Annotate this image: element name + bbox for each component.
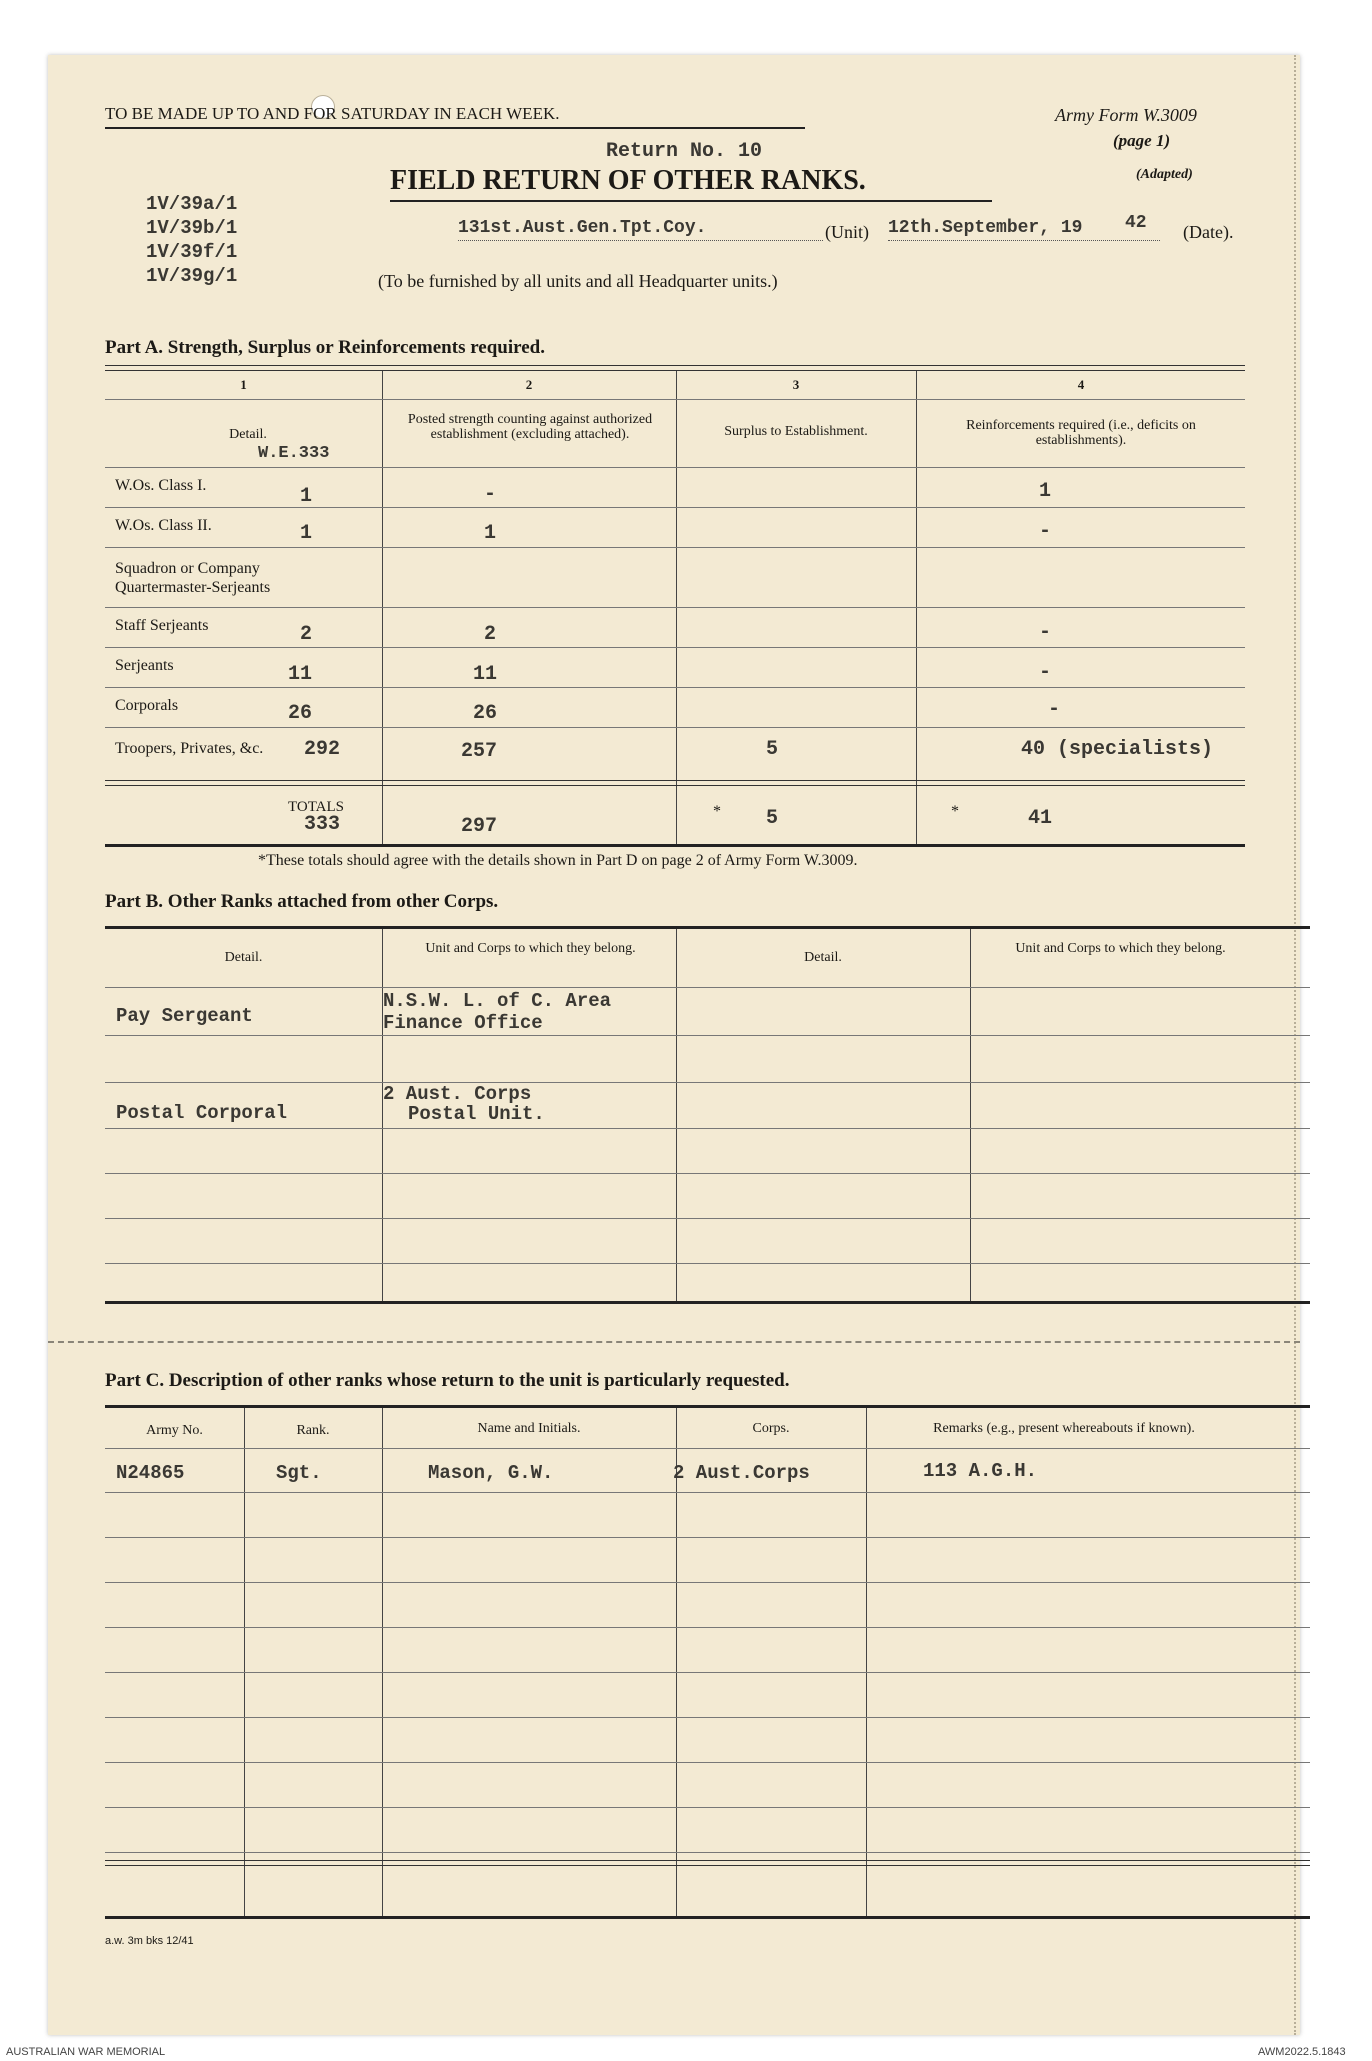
part-b-row-2-unit-line2: Postal Unit. [408,1103,545,1125]
part-c-name-header: Name and Initials. [477,1421,581,1436]
file-ref-3: 1V/39f/1 [146,241,238,263]
part-a-colnum-rule [105,399,1245,400]
part-a-row-2-rule [105,547,1245,548]
page-title: FIELD RETURN OF OTHER RANKS. [390,165,866,196]
part-b-detail2-header: Detail. [804,950,842,965]
tear-line [48,1341,1300,1343]
part-a-row-7-surplus: 5 [766,738,779,761]
part-c-title: Part C. Description of other ranks whose return to the unit is particularly requested. [105,1370,790,1391]
part-a-totals-rule [105,780,1245,786]
part-a-totals-surplus: 5 [766,807,779,830]
part-a-row-4-detail: Staff Serjeants [115,617,209,634]
part-a-reinforcements-header: Reinforcements required (i.e., deficits on establishments). [966,418,1196,448]
part-a-row-2-posted: 1 [484,522,497,545]
part-c-row-1-rank: Sgt. [276,1462,322,1484]
part-a-totals-label: TOTALS [288,799,345,815]
part-a-top-rule [105,365,1245,371]
part-c-line-2 [105,1537,1310,1538]
weekly-note-underline [105,127,805,129]
part-b-line-1 [105,1035,1310,1036]
part-a-row-3-detail: Squadron or Company Quartermaster-Serjeants [115,560,271,596]
part-b-bottom-rule [105,1301,1310,1304]
part-b-row-1-unit-line1: N.S.W. L. of C. Area [383,990,612,1012]
part-a-footnote: *These totals should agree with the details shown in Part D on page 2 of Army Form W.3009. [258,852,858,869]
part-c-col-divider-1 [244,1408,245,1918]
unit-dotted-line [458,240,823,241]
part-a-surplus-header: Surplus to Establishment. [724,424,868,439]
part-c-line-4 [105,1627,1310,1628]
form-id: Army Form W.3009 [1055,105,1197,125]
date-year: 42 [1125,213,1147,233]
part-c-line-6 [105,1717,1310,1718]
part-b-title: Part B. Other Ranks attached from other Corps. [105,891,499,912]
part-a-totals-reinf: 41 [1028,807,1053,830]
title-underline [390,200,992,202]
part-a-row-7-reinf: 40 (specialists) [1021,738,1214,761]
part-b-unit-header: Unit and Corps to which they belong. [425,941,636,956]
part-a-row-2-detail: W.Os. Class II. [115,517,212,534]
part-a-we-header: W.E.333 [258,444,330,463]
perforation-edge [1294,55,1296,2035]
part-a-totals-posted: 297 [461,815,498,838]
part-a-row-5-reinf: - [1039,661,1052,684]
part-a-totals-we: 333 [304,813,341,836]
part-a-row-6-posted: 26 [473,702,498,725]
part-b-row-1-detail: Pay Sergeant [116,1005,253,1027]
date-dotted-line [888,240,1160,241]
part-a-row-4-rule [105,647,1245,648]
part-b-detail-header: Detail. [224,950,263,965]
part-a-row-5-we: 11 [288,663,313,686]
part-a-title: Part A. Strength, Surplus or Reinforcements required. [105,337,545,358]
archive-credit: AUSTRALIAN WAR MEMORIAL [6,2046,166,2058]
part-c-row-1-remarks: 113 A.G.H. [923,1460,1038,1482]
part-a-col-divider-3 [916,371,917,846]
part-a-row-6-we: 26 [288,702,313,725]
part-b-col-divider-1 [382,929,383,1302]
part-a-row-4-reinf: - [1039,621,1052,644]
part-a-col-divider-2 [676,371,677,846]
part-c-line-5 [105,1672,1310,1673]
part-a-header-rule [105,467,1245,468]
part-b-col-divider-3 [970,929,971,1302]
part-b-line-6 [105,1263,1310,1264]
date-label: (Date). [1183,222,1234,242]
part-c-line-9 [105,1852,1310,1853]
part-c-col-divider-2 [382,1408,383,1918]
return-number: Return No. 10 [606,140,763,163]
file-ref-1: 1V/39a/1 [146,193,238,215]
unit-value: 131st.Aust.Gen.Tpt.Coy. [458,218,707,238]
part-a-totals-surplus-mark: * [713,803,721,820]
part-a-row-6-detail: Corporals [115,697,179,714]
part-b-line-4 [105,1173,1310,1174]
part-a-row-5-posted: 11 [473,663,498,686]
furnish-note: (To be furnished by all units and all Headquarter units.) [378,271,778,291]
part-c-col-divider-3 [676,1408,677,1918]
part-c-line-1 [105,1492,1310,1493]
part-c-line-8 [105,1807,1310,1808]
part-a-row-3-rule [105,607,1245,608]
part-a-row-1-rule [105,507,1245,508]
part-b-col-divider-2 [676,929,677,1302]
part-b-row-2-unit-line1: 2 Aust. Corps [383,1083,532,1105]
part-a-row-4-posted: 2 [484,623,497,646]
part-a-bottom-rule [105,844,1245,847]
part-c-top-rule [105,1405,1310,1408]
part-a-colnum-2: 2 [525,377,533,392]
part-a-row-6-reinf: - [1048,698,1061,721]
part-a-row-7-we: 292 [304,738,341,761]
part-a-detail-header: Detail. [229,427,267,442]
file-ref-4: 1V/39g/1 [146,265,238,287]
page-label: (page 1) [1113,131,1171,150]
part-a-row-1-we: 1 [300,485,313,508]
part-c-rank-header: Rank. [296,1423,330,1438]
part-a-row-7-posted: 257 [461,740,498,763]
part-a-row-5-rule [105,687,1245,688]
part-a-totals-reinf-mark: * [951,803,959,820]
part-b-unit2-header: Unit and Corps to which they belong. [1015,941,1226,956]
part-b-header-rule [105,987,1310,988]
part-b-line-3 [105,1128,1310,1129]
part-b-row-2-detail: Postal Corporal [116,1102,288,1124]
file-ref-2: 1V/39b/1 [146,217,238,239]
part-a-colnum-1: 1 [240,377,247,392]
part-c-line-7 [105,1762,1310,1763]
part-a-row-1-detail: W.Os. Class I. [115,477,207,494]
part-a-row-1-posted: - [484,483,497,506]
form-sheet [48,55,1300,2035]
part-c-row-1-corps: 2 Aust.Corps [673,1462,810,1484]
part-b-row-1-unit-line2: Finance Office [383,1012,543,1034]
part-a-colnum-3: 3 [792,377,800,392]
part-a-row-6-rule [105,727,1245,728]
print-code: a.w. 3m bks 12/41 [105,1935,194,1947]
part-a-row-2-reinf: - [1039,520,1052,543]
part-a-row-2-we: 1 [300,522,313,545]
part-c-col-divider-4 [866,1408,867,1918]
part-c-row-1-name: Mason, G.W. [428,1462,554,1484]
adapted-label: (Adapted) [1136,167,1193,182]
part-a-row-1-reinf: 1 [1039,480,1052,503]
part-b-line-2 [105,1082,1310,1083]
part-b-line-5 [105,1218,1310,1219]
part-a-row-7-detail: Troopers, Privates, &c. [115,740,264,757]
part-c-line-3 [105,1582,1310,1583]
unit-label: (Unit) [825,222,869,242]
part-b-top-rule [105,926,1310,929]
part-a-colnum-4: 4 [1077,377,1085,392]
part-c-bottom-rule [105,1916,1310,1919]
part-c-remarks-header: Remarks (e.g., present whereabouts if known). [933,1421,1195,1436]
part-c-corps-header: Corps. [752,1421,790,1436]
part-a-row-5-detail: Serjeants [115,657,174,674]
part-c-header-rule [105,1448,1310,1449]
part-c-army-no-header: Army No. [146,1423,203,1438]
part-a-row-4-we: 2 [300,623,313,646]
part-a-col-divider-1 [382,371,383,846]
part-a-posted-header: Posted strength counting against authorized establishment (excluding attached). [407,412,653,442]
archive-reference: AWM2022.5.1843 [1258,2046,1346,2058]
weekly-note: TO BE MADE UP TO AND FOR SATURDAY IN EACH WEEK. [105,104,560,123]
part-c-lower-rule [105,1860,1310,1866]
part-c-row-1-army-no: N24865 [116,1462,185,1484]
date-value: 12th.September, 19 [888,218,1083,238]
